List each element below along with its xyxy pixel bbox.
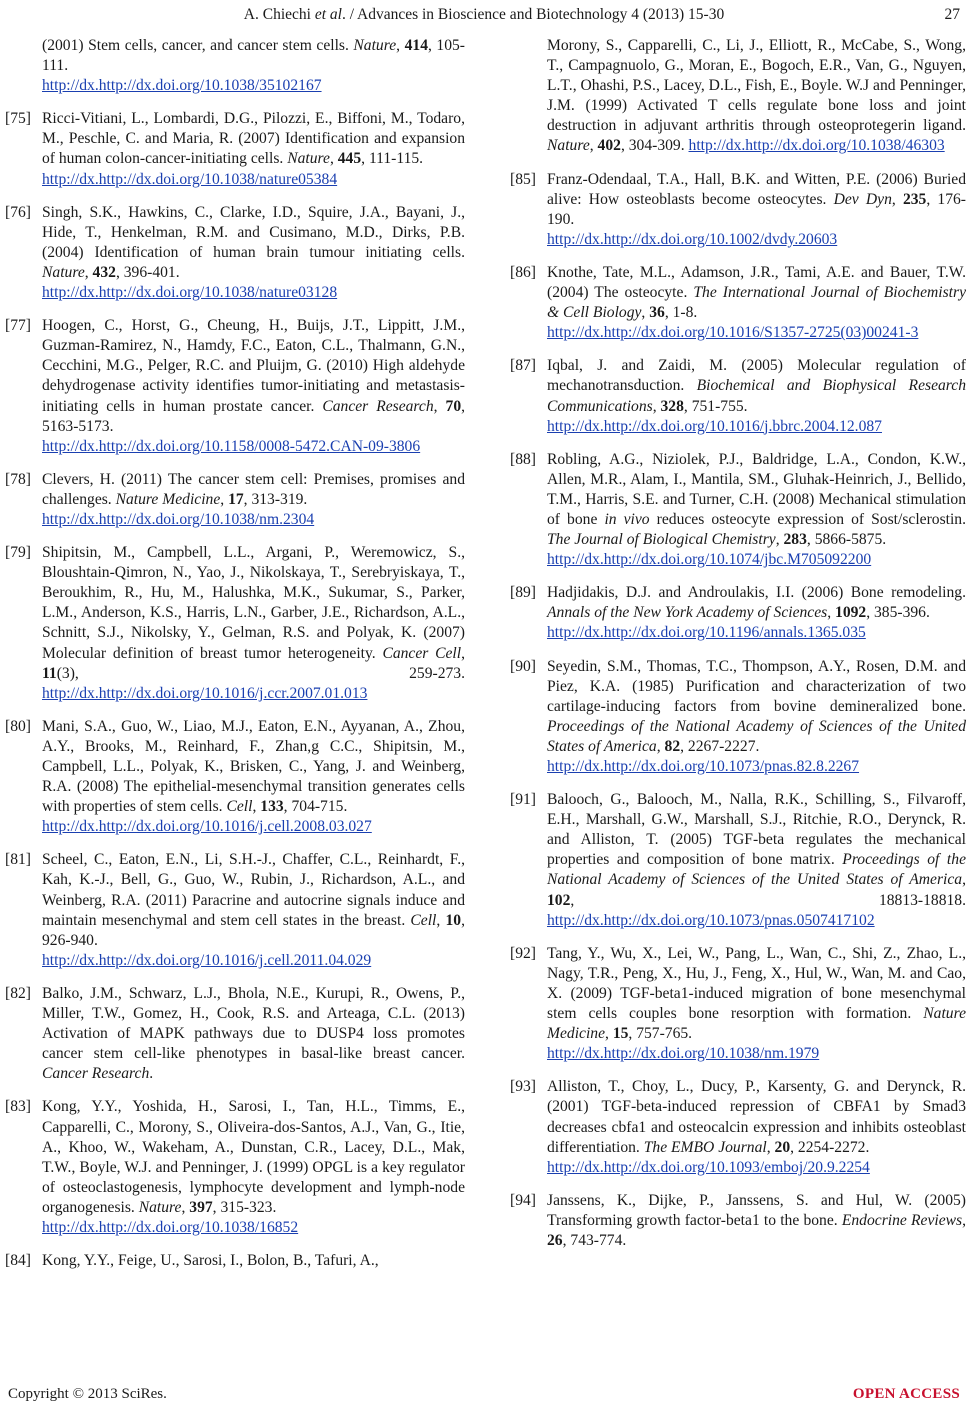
reference-text: , [589, 137, 598, 155]
doi-link[interactable]: http://dx.http://dx.doi.org/10.1016/j.cell.2008.03.027 [42, 818, 372, 836]
doi-link[interactable]: http://dx.http://dx.doi.org/10.1038/nature05384 [42, 170, 338, 188]
reference-number: [87] [510, 357, 536, 375]
reference-number: [94] [510, 1191, 536, 1209]
volume-number: 1092 [835, 604, 867, 622]
header-journal: . / Advances in Bioscience and Biotechnology 4 (2013) 15-30 [341, 6, 725, 23]
reference-text: , [181, 1198, 190, 1216]
reference-entry [5, 36, 465, 96]
page-footer [0, 1386, 968, 1410]
journal-title: Nature [138, 1198, 182, 1216]
reference-text: , [84, 263, 93, 281]
journal-title: The International Journal of Biochemistry & Cell Biology [547, 284, 966, 322]
journal-title: Cancer Research [42, 1065, 150, 1083]
references-right-column [510, 36, 966, 1264]
volume-number: 445 [337, 150, 362, 168]
reference-number: [90] [510, 657, 536, 675]
reference-text: , [891, 190, 903, 208]
reference-text: Tang, Y., Wu, X., Lei, W., Pang, L., Wan, C., Shi, Z., Zhao, L., Nagy, T.R., Peng, X., Hu, J., Feng, X., Hul, W., Wan, M. and Cao, X. (2009) TGF-beta1-induced migration of bone mesenchymal stem cells couples bone resorption with formation. [547, 944, 966, 1023]
reference-text: Franz-Odendaal, T.A., Hall, B.K. and Witten, P.E. (2006) Buried alive: How osteoblasts become osteocytes. [547, 170, 966, 208]
reference-entry [5, 984, 465, 1084]
reference-entry [5, 1097, 465, 1238]
doi-link[interactable]: http://dx.http://dx.doi.org/10.1016/S1357-2725(03)00241-3 [547, 324, 919, 342]
journal-title: Dev Dyn [833, 190, 892, 208]
reference-text: Alliston, T., Choy, L., Ducy, P., Karsenty, G. and Derynck, R. (2001) TGF-beta-induced repression of CBFA1 by Smad3 decreases cbfa1 and osteocalcin expression and inhibits osteoblast differentiation. [547, 1078, 966, 1156]
reference-entry [5, 109, 465, 189]
journal-title: Annals of the New York Academy of Sciences [547, 604, 828, 622]
journal-title: Cell [226, 798, 253, 816]
reference-text: , [252, 798, 261, 816]
doi-link[interactable]: http://dx.http://dx.doi.org/10.1073/pnas.82.8.2267 [547, 758, 860, 775]
doi-link[interactable]: http://dx.http://dx.doi.org/10.1016/j.bbrc.2004.12.087 [547, 417, 882, 435]
reference-number: [86] [510, 263, 536, 281]
volume-number: 102 [547, 891, 571, 909]
volume-number: 133 [260, 798, 284, 816]
journal-title: in vivo [604, 510, 650, 528]
reference-entry [5, 717, 465, 838]
doi-link[interactable]: http://dx.http://dx.doi.org/10.1038/16852 [42, 1218, 299, 1236]
reference-text: Kong, Y.Y., Yoshida, H., Sarosi, I., Tan, H.L., Timms, E., Capparelli, C., Morony, S., Oliveira-dos-Santos, A.J., Van, G., Itie, A., Khoo, W., Wakeham, A., Dunstan, C.R., Lacey, D.L., Mak, T.W., Boyle, W.J. and Penninger, J. (1999) OPGL is a key regulator of osteoclastogenesis, lymphocyte development and lymph-node organogenesis. [42, 1098, 465, 1216]
reference-text: , [775, 531, 784, 549]
volume-number: 20 [774, 1138, 791, 1156]
reference-entry [510, 944, 966, 1065]
reference-text: , 751-755. [683, 397, 748, 415]
reference-text: Mani, S.A., Guo, W., Liao, M.J., Eaton, E.N., Ayyanan, A., Zhou, A.Y., Brooks, M., Reinhard, F., Zhan,g C.C., Shipitsin, M., Campbell, L.L., Polyak, K., Brisken, C., Yang, J. and Weinberg, R.A. (2008) The epithelial-mesenchymal transition generates cells with properties of stem cells. [42, 717, 465, 816]
reference-number: [78] [5, 470, 31, 488]
reference-entry [510, 583, 966, 643]
reference-text: (3), 259-273. [56, 664, 465, 682]
doi-link[interactable]: http://dx.http://dx.doi.org/10.1038/nature03128 [42, 284, 338, 302]
reference-text: (2001) Stem cells, cancer, and cancer stem cells. [42, 37, 354, 54]
reference-text: Hoogen, C., Horst, G., Cheung, H., Buijs, J.T., Lippitt, J.M., Guzman-Ramirez, N., Hamdy, F.C., Eaton, C.L., Thalmann, G.N., Cecchini, M.G., Pelger, R.C. and Pluijm, G. (2010) High aldehyde dehydrogenase activity identifies tumor-initiating and metastasis-initiating cells in human prostate cancer. [42, 317, 465, 415]
reference-entry [510, 356, 966, 436]
reference-text: , [433, 397, 446, 415]
reference-number: [77] [5, 317, 31, 335]
running-header [0, 6, 968, 30]
reference-number: [80] [5, 717, 31, 735]
journal-title: Proceedings of the National Academy of Sciences of the United States of America [547, 851, 966, 889]
journal-title: Nature [353, 37, 397, 54]
reference-text: , 176-190. [547, 190, 966, 228]
journal-title: Biochemical and Biophysical Research Communications [547, 377, 966, 415]
reference-entry [5, 203, 465, 303]
reference-entry [510, 790, 966, 931]
reference-text: , 926-940. [42, 911, 465, 949]
journal-title: The EMBO Journal [643, 1138, 767, 1156]
reference-text: Hadjidakis, D.J. and Androulakis, I.I. (2006) Bone remodeling. [547, 584, 966, 602]
reference-text: Balooch, G., Balooch, M., Nalla, R.K., Schilling, S., Filvaroff, E.H., Marshall, G.W., Marshall, S.J., Ritchie, R.O., Derynck, R. and Alliston, T. (2005) TGF-beta regulates the mechanical properties and composition of bone matrix. [547, 791, 966, 869]
reference-text: Shipitsin, M., Campbell, L.L., Argani, P., Weremowicz, S., Bloushtain-Qimron, N., Yao, J., Nikolskaya, T., Serebryiskaya, T., Beroukhim, R., Hu, M., Halushka, M.K., Sukumar, S., Parker, L.M., Anderson, K.S., Harris, L.N., Garber, J.E., Richardson, A.L., Schnitt, S.J., Nikolsky, Y., Gelman, R.S. and Polyak, K. (2007) Molecular definition of breast tumor heterogeneity. [42, 544, 465, 662]
reference-text: , 757-765. [628, 1025, 693, 1043]
volume-number: 70 [445, 397, 462, 415]
reference-text: , 304-309. [620, 137, 689, 155]
reference-text: Ricci-Vitiani, L., Lombardi, D.G., Pilozzi, E., Biffoni, M., Todaro, M., Peschle, C. and Maria, R. (2007) Identification and expansion of human colon-cancer-initiating cells. [42, 110, 465, 168]
reference-text: Morony, S., Capparelli, C., Li, J., Elliott, R., McCabe, S., Wong, T., Campagnuolo, G., Moran, E., Bogoch, E.R., Van, G., Nguyen, L.T., Ohashi, P.S., Lacey, D.L., Fish, E., Boyle. W.J and Penninger, J.M. (1999) Activated T cells regulate bone loss and joint destruction in adjuvant arthritis through osteoprotegerin ligand. [547, 37, 966, 135]
reference-number: [76] [5, 203, 31, 221]
journal-title: Nature [287, 150, 330, 168]
reference-text: , [766, 1138, 775, 1156]
doi-link[interactable]: http://dx.http://dx.doi.org/10.1093/emboj/20.9.2254 [547, 1158, 870, 1176]
reference-text: , [605, 1025, 613, 1043]
volume-number: 328 [660, 397, 684, 415]
reference-entry [510, 36, 966, 157]
volume-number: 432 [92, 263, 116, 281]
reference-text: , [656, 737, 665, 755]
journal-title: Cancer Research [322, 397, 434, 415]
reference-entry [5, 470, 465, 530]
journal-title: Proceedings of the National Academy of Sciences of the United States of America [547, 717, 966, 755]
reference-number: [83] [5, 1098, 31, 1116]
journal-title: Nature [547, 137, 590, 155]
reference-entry [510, 1077, 966, 1177]
reference-number: [89] [510, 584, 536, 602]
reference-text: , [652, 397, 661, 415]
reference-entry [510, 657, 966, 778]
reference-text: Balko, J.M., Schwarz, L.J., Bhola, N.E., Kurupi, R., Owens, P., Miller, T.W., Gomez, H., Cook, R.S. and Arteaga, C.L. (2013) Activation of MAPK pathways due to DUSP4 loss promotes cancer stem cell-like phenotypes in basal-like breast cancer. [42, 984, 465, 1063]
journal-title: Nature Medicine [115, 490, 221, 508]
reference-text: , 111-115. [361, 150, 424, 168]
doi-link[interactable]: http://dx.http://dx.doi.org/10.1038/nm.1979 [547, 1045, 820, 1063]
reference-text: , 18813-18818. [570, 891, 966, 909]
volume-number: 17 [228, 490, 244, 508]
journal-title: Endocrine Reviews [841, 1211, 963, 1229]
reference-text: reduces osteocyte expression of Sost/sclerostin. [649, 510, 966, 528]
doi-link[interactable]: http://dx.http://dx.doi.org/10.1016/j.ccr.2007.01.013 [42, 684, 368, 702]
reference-text: , 313-319. [243, 490, 308, 508]
reference-text: Singh, S.K., Hawkins, C., Clarke, I.D., Squire, J.A., Bayani, J., Hide, T., Henkelman, R.M. and Cusimano, M.D., Dirks, P.B. (2004) Identification of human brain tumour initiating cells. [42, 203, 465, 261]
reference-number: [93] [510, 1078, 536, 1096]
reference-text: , 5866-5875. [806, 531, 887, 549]
reference-text: Kong, Y.Y., Feige, U., Sarosi, I., Bolon, B., Tafuri, A., [42, 1252, 379, 1270]
reference-number: [85] [510, 170, 536, 188]
reference-text: Iqbal, J. and Zaidi, M. (2005) Molecular regulation of mechanotransduction. [547, 357, 966, 395]
volume-number: 15 [612, 1025, 629, 1043]
reference-text: , [461, 644, 465, 662]
reference-text: , [641, 304, 650, 322]
doi-link[interactable]: http://dx.http://dx.doi.org/10.1196/annals.1365.035 [547, 624, 866, 642]
reference-text: , 385-396. [866, 604, 930, 622]
volume-number: 235 [902, 190, 927, 208]
references-left-column [5, 36, 465, 1284]
journal-title: Cell [410, 911, 437, 929]
reference-text: , [396, 37, 405, 54]
volume-number: 26 [547, 1231, 563, 1249]
journal-title: Nature [42, 263, 85, 281]
volume-number: 414 [404, 37, 428, 54]
doi-link[interactable]: http://dx.http://dx.doi.org/10.1158/0008-5472.CAN-09-3806 [42, 437, 421, 455]
reference-text: . [149, 1065, 154, 1083]
header-etal: et al [314, 6, 342, 23]
reference-entry [510, 1191, 966, 1251]
reference-text: , 105-111. [42, 37, 465, 75]
reference-entry [510, 450, 966, 571]
reference-text: , [436, 911, 446, 929]
journal-title: Cancer Cell [382, 644, 462, 662]
reference-entry [510, 170, 966, 250]
doi-link[interactable]: http://dx.http://dx.doi.org/10.1073/pnas.0507417102 [547, 911, 875, 929]
reference-number: [91] [510, 791, 536, 809]
volume-number: 82 [664, 737, 681, 755]
reference-text: , [329, 150, 338, 168]
reference-text: , [962, 871, 966, 889]
volume-number: 283 [783, 531, 807, 549]
reference-entry [5, 850, 465, 971]
reference-entry [510, 263, 966, 343]
reference-text: , [220, 490, 229, 508]
reference-text: Seyedin, S.M., Thomas, T.C., Thompson, A.Y., Rosen, D.M. and Piez, K.A. (1985) Purification and characterization of two cartilage-inducing factors from bovine demineralized bone. [547, 657, 966, 715]
header-authors: A. Chiechi [243, 6, 311, 23]
reference-text: , 743-774. [562, 1231, 627, 1249]
reference-entry [5, 543, 465, 704]
reference-entry [5, 316, 465, 457]
doi-link[interactable]: http://dx.http://dx.doi.org/10.1038/35102167 [42, 77, 322, 95]
reference-entry [5, 1251, 465, 1271]
volume-number: 11 [42, 664, 57, 682]
reference-text: , 704-715. [283, 798, 348, 816]
doi-link[interactable]: http://dx.http://dx.doi.org/10.1002/dvdy.20603 [547, 230, 838, 248]
reference-number: [92] [510, 944, 536, 962]
running-title [0, 6, 968, 24]
page-number: 27 [944, 6, 960, 23]
open-access-label: OPEN ACCESS [852, 1386, 960, 1402]
volume-number: 36 [649, 304, 665, 322]
reference-text: , 1-8. [664, 304, 698, 322]
reference-text: , 5163-5173. [42, 397, 466, 435]
reference-number: [88] [510, 450, 536, 468]
reference-number: [82] [5, 984, 31, 1002]
reference-text: Robling, A.G., Niziolek, P.J., Baldridge, L.A., Condon, K.W., Allen, M.R., Alam, I., Mantila, SM., Gluhak-Heinrich, J., Bellido, T.M., Harris, S.E. and Turner, C.H. (2008) Mechanical stimulation of bone [547, 450, 966, 528]
volume-number: 397 [189, 1198, 213, 1216]
reference-text: Janssens, K., Dijke, P., Janssens, S. and Hul, W. (2005) Transforming growth factor-beta1 to the bone. [547, 1191, 966, 1229]
reference-text: , [962, 1211, 966, 1229]
copyright-notice: Copyright © 2013 SciRes. [8, 1386, 167, 1402]
reference-text: , 315-323. [212, 1198, 277, 1216]
reference-text: , 396-401. [115, 263, 180, 281]
reference-text: , 2267-2227. [680, 737, 760, 755]
reference-number: [81] [5, 851, 31, 869]
doi-link[interactable]: http://dx.http://dx.doi.org/10.1038/46303 [688, 137, 945, 155]
reference-number: [75] [5, 110, 31, 128]
reference-text: , 2254-2272. [790, 1138, 870, 1156]
reference-text: Scheel, C., Eaton, E.N., Li, S.H.-J., Chaffer, C.L., Reinhardt, F., Kah, K.-J., Bell, G., Guo, W., Rubin, J., Richardson, A.L., and Weinberg, R.A. (2011) Paracrine and autocrine signals induce and maintain mesenchymal and stem cell states in the breast. [42, 851, 465, 929]
reference-number: [84] [5, 1252, 31, 1270]
reference-text: Knothe, Tate, M.L., Adamson, J.R., Tami, A.E. and Bauer, T.W. (2004) The osteocyte. [547, 263, 966, 302]
doi-link[interactable]: http://dx.http://dx.doi.org/10.1038/nm.2304 [42, 510, 315, 528]
journal-title: Nature Medicine [547, 1005, 966, 1043]
doi-link[interactable]: http://dx.http://dx.doi.org/10.1074/jbc.M705092200 [547, 551, 872, 569]
reference-text: , [827, 604, 836, 622]
volume-number: 10 [445, 911, 462, 929]
journal-title: The Journal of Biological Chemistry [547, 531, 776, 549]
reference-text: Clevers, H. (2011) The cancer stem cell: Premises, promises and challenges. [42, 470, 465, 508]
doi-link[interactable]: http://dx.http://dx.doi.org/10.1016/j.cell.2011.04.029 [42, 951, 372, 969]
reference-number: [79] [5, 544, 31, 562]
volume-number: 402 [597, 137, 621, 155]
